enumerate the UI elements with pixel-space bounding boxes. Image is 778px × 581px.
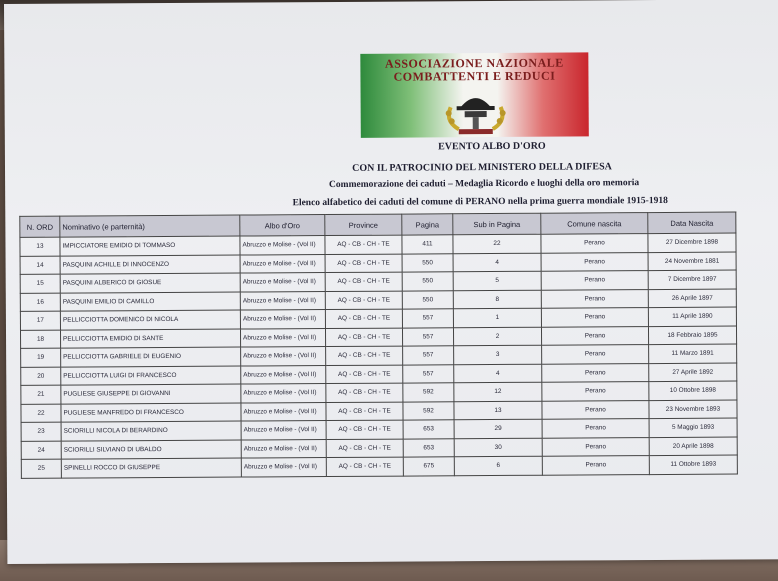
cell-nominativo: PASQUINI ALBERICO DI GIOSUE: [60, 273, 240, 293]
cell-data: 26 Aprile 1897: [648, 289, 736, 308]
list-title: Elenco alfabetico dei caduti del comune di PERANO nella prima guerra mondiale 1915-1918: [292, 195, 668, 209]
cell-pagina: 592: [403, 383, 454, 402]
cell-comune: Perano: [541, 252, 648, 271]
cell-comune: Perano: [542, 363, 649, 382]
cell-pagina: 550: [402, 253, 453, 272]
cell-sub-pagina: 22: [453, 234, 541, 253]
cell-comune: Perano: [542, 419, 649, 438]
cell-albo: Abruzzo e Molise - (Vol II): [240, 328, 325, 347]
logo-line-1: ASSOCIAZIONE NAZIONALE: [384, 55, 564, 71]
cell-comune: Perano: [542, 400, 649, 419]
cell-sub-pagina: 4: [453, 253, 541, 272]
cell-albo: Abruzzo e Molise - (Vol II): [241, 365, 326, 384]
cell-albo: Abruzzo e Molise - (Vol II): [241, 347, 326, 366]
cell-comune: Perano: [542, 437, 649, 456]
cell-n-ord: 22: [21, 404, 61, 423]
cell-albo: Abruzzo e Molise - (Vol II): [240, 236, 325, 255]
cell-sub-pagina: 12: [454, 382, 542, 401]
cell-n-ord: 20: [21, 367, 61, 386]
cell-n-ord: 24: [21, 441, 61, 460]
cell-province: AQ - CB - CH - TE: [326, 439, 403, 458]
cell-nominativo: SCIORILLI NICOLA DI BERARDINO: [61, 421, 241, 441]
cell-nominativo: PELLICCIOTTA LUIGI DI FRANCESCO: [61, 366, 241, 386]
cell-data: 20 Aprile 1898: [649, 437, 737, 456]
cell-comune: Perano: [541, 326, 648, 345]
cell-sub-pagina: 5: [453, 271, 541, 290]
cell-comune: Perano: [542, 456, 649, 475]
header-n-ord: N. ORD: [20, 216, 60, 237]
header-data: Data Nascita: [648, 212, 736, 234]
cell-comune: Perano: [541, 289, 648, 308]
cell-nominativo: PASQUINI EMILIO DI CAMILLO: [60, 292, 240, 312]
cell-province: AQ - CB - CH - TE: [325, 272, 402, 291]
logo-line-2: COMBATTENTI E REDUCI: [393, 68, 556, 84]
header-comune: Comune nascita: [541, 213, 648, 235]
cell-nominativo: PELLICCIOTTA GABRIELE DI EUGENIO: [61, 347, 241, 367]
cell-albo: Abruzzo e Molise - (Vol II): [241, 458, 326, 477]
cell-albo: Abruzzo e Molise - (Vol II): [241, 384, 326, 403]
cell-nominativo: PELLICCIOTTA DOMENICO DI NICOLA: [60, 310, 240, 330]
cell-data: 11 Ottobre 1893: [649, 455, 737, 474]
cell-sub-pagina: 30: [454, 438, 542, 457]
cell-province: AQ - CB - CH - TE: [325, 328, 402, 347]
cell-data: 18 Febbraio 1895: [648, 326, 736, 345]
document-page: [4, 0, 778, 564]
cell-albo: Abruzzo e Molise - (Vol II): [240, 273, 325, 292]
cell-province: AQ - CB - CH - TE: [326, 365, 403, 384]
patronage-line: CON IL PATROCINIO DEL MINISTERO DELLA DIFESA: [352, 161, 612, 174]
cell-comune: Perano: [542, 382, 649, 401]
header-pagina: Pagina: [402, 214, 453, 235]
cell-data: 27 Dicembre 1898: [648, 233, 736, 252]
cell-albo: Abruzzo e Molise - (Vol II): [241, 421, 326, 440]
cell-comune: Perano: [541, 271, 648, 290]
cell-sub-pagina: 4: [454, 364, 542, 383]
cell-comune: Perano: [541, 234, 648, 253]
cell-nominativo: PELLICCIOTTA EMIDIO DI SANTE: [60, 329, 240, 349]
cell-pagina: 550: [402, 272, 453, 291]
cell-province: AQ - CB - CH - TE: [326, 420, 403, 439]
table-row: [21, 455, 737, 478]
cell-data: 5 Maggio 1893: [649, 418, 737, 437]
cell-data: 23 Novembre 1893: [649, 400, 737, 419]
cell-pagina: 550: [402, 290, 453, 309]
cell-n-ord: 16: [20, 293, 60, 312]
cell-province: AQ - CB - CH - TE: [325, 291, 402, 310]
cell-albo: Abruzzo e Molise - (Vol II): [241, 439, 326, 458]
cell-data: 27 Aprile 1892: [649, 363, 737, 382]
cell-pagina: 653: [403, 438, 454, 457]
cell-pagina: 675: [403, 457, 454, 476]
association-logo: [360, 52, 589, 137]
header-nominativo: Nominativo (e parternità): [60, 215, 240, 237]
cell-sub-pagina: 1: [453, 308, 541, 327]
cell-sub-pagina: 2: [453, 327, 541, 346]
commemoration-subtitle: Commemorazione dei caduti – Medaglia Ricordo e luoghi della oro memoria: [329, 178, 640, 191]
cell-n-ord: 15: [20, 274, 60, 293]
cell-pagina: 557: [402, 309, 453, 328]
cell-pagina: 557: [403, 346, 454, 365]
cell-nominativo: PUGLIESE GIUSEPPE DI GIOVANNI: [61, 384, 241, 404]
cell-n-ord: 21: [21, 385, 61, 404]
cell-nominativo: SCIORILLI SILVIANO DI UBALDO: [61, 440, 241, 460]
header-sub-pagina: Sub in Pagina: [453, 213, 541, 235]
cell-nominativo: SPINELLI ROCCO DI GIUSEPPE: [61, 458, 241, 478]
cell-albo: Abruzzo e Molise - (Vol II): [240, 310, 325, 329]
cell-sub-pagina: 13: [454, 401, 542, 420]
cell-pagina: 557: [402, 327, 453, 346]
cell-comune: Perano: [542, 345, 649, 364]
cell-province: AQ - CB - CH - TE: [326, 457, 403, 476]
cell-data: 10 Ottobre 1898: [649, 381, 737, 400]
cell-pagina: 557: [403, 364, 454, 383]
fallen-soldiers-table: [19, 212, 738, 479]
cell-sub-pagina: 6: [454, 456, 542, 475]
cell-sub-pagina: 3: [454, 345, 542, 364]
cell-n-ord: 14: [20, 256, 60, 275]
cell-nominativo: PASQUINI ACHILLE DI INNOCENZO: [60, 255, 240, 275]
cell-pagina: 653: [403, 420, 454, 439]
cell-data: 11 Aprile 1890: [648, 307, 736, 326]
cell-n-ord: 25: [21, 459, 61, 478]
cell-n-ord: 19: [21, 348, 61, 367]
cell-data: 11 Marzo 1891: [649, 344, 737, 363]
cell-province: AQ - CB - CH - TE: [326, 402, 403, 421]
cell-province: AQ - CB - CH - TE: [325, 235, 402, 254]
cell-albo: Abruzzo e Molise - (Vol II): [240, 254, 325, 273]
cell-pagina: 592: [403, 401, 454, 420]
cell-data: 24 Novembre 1881: [648, 252, 736, 271]
cell-nominativo: IMPICCIATORE EMIDIO DI TOMMASO: [60, 236, 240, 256]
event-title: EVENTO ALBO D'ORO: [438, 140, 546, 153]
cell-data: 7 Dicembre 1897: [648, 270, 736, 289]
helmet-laurel-emblem-icon: [430, 77, 520, 138]
header-province: Province: [325, 214, 402, 235]
header-albo: Albo d'Oro: [240, 215, 325, 237]
cell-comune: Perano: [541, 308, 648, 327]
cell-n-ord: 18: [20, 330, 60, 349]
cell-n-ord: 17: [20, 311, 60, 330]
cell-albo: Abruzzo e Molise - (Vol II): [240, 291, 325, 310]
cell-pagina: 411: [402, 235, 453, 254]
cell-n-ord: 13: [20, 237, 60, 256]
cell-province: AQ - CB - CH - TE: [325, 254, 402, 273]
cell-sub-pagina: 8: [453, 290, 541, 309]
cell-albo: Abruzzo e Molise - (Vol II): [241, 402, 326, 421]
cell-province: AQ - CB - CH - TE: [325, 309, 402, 328]
cell-sub-pagina: 29: [454, 419, 542, 438]
cell-province: AQ - CB - CH - TE: [326, 383, 403, 402]
cell-nominativo: PUGLIESE MANFREDO DI FRANCESCO: [61, 403, 241, 423]
cell-n-ord: 23: [21, 422, 61, 441]
cell-province: AQ - CB - CH - TE: [326, 346, 403, 365]
